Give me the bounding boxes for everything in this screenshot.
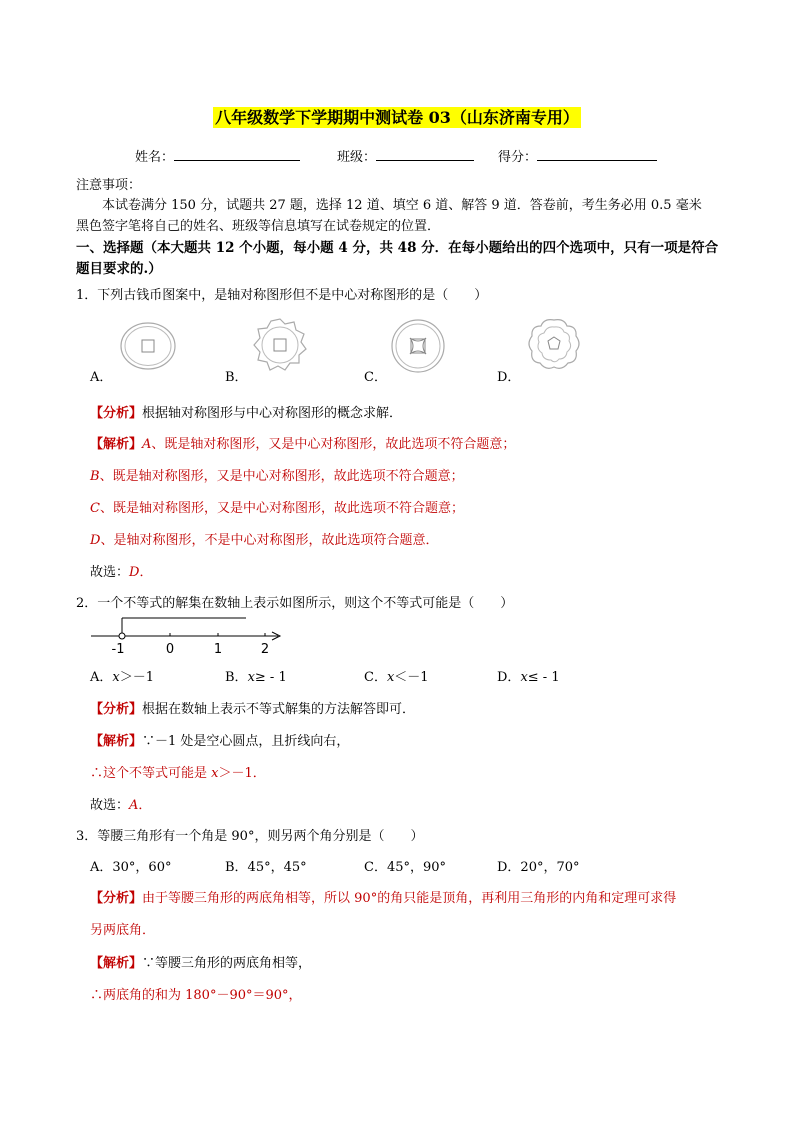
q1-sol-a-text: 、既是轴对称图形，又是中心对称图形，故此选项不符合题意； xyxy=(151,437,516,452)
q3-solution-text: ∵等腰三角形的两底角相等， xyxy=(142,956,312,971)
q2-option-d-var: x xyxy=(520,670,528,685)
q1-solution-a xyxy=(90,433,515,452)
class-label: 班级： xyxy=(337,150,377,165)
q2-conclusion-pre: ∴这个不等式可能是 xyxy=(90,766,212,781)
q1-answer-prefix: 故选： xyxy=(90,565,130,580)
q1-analysis-text: 根据轴对称图形与中心对称图形的概念求解． xyxy=(142,406,403,421)
q3-analysis-text-1: 由于等腰三角形的两底角相等，所以 90°的角只能是顶角，再利用三角形的内角和定理可求得 xyxy=(142,891,677,906)
q1-sol-b-letter: B xyxy=(90,469,100,484)
tick-label-2: 2 xyxy=(260,642,270,656)
q3-analysis-line-2: 另两底角． xyxy=(90,923,156,938)
q2-solution xyxy=(90,730,349,749)
class-blank[interactable] xyxy=(376,148,474,161)
q2-option-b-var: x xyxy=(247,670,255,685)
q3-option-c[interactable]: C．45°，90° xyxy=(364,860,447,875)
section-heading-line-1: 一、选择题（本大题共 12 个小题，每小题 4 分，共 48 分．在每小题给出的四个选项中，只有一项是符合 xyxy=(76,240,719,256)
q3-option-a[interactable]: A．30°，60° xyxy=(90,860,172,875)
tick-label-1: 1 xyxy=(213,642,223,656)
q1-answer xyxy=(90,561,152,580)
q3-conclusion: ∴两底角的和为 180°－90°＝90°， xyxy=(90,988,302,1003)
number-line-diagram xyxy=(88,614,288,656)
q2-conclusion xyxy=(90,762,266,781)
solution-tag: 【解析】 xyxy=(90,956,143,971)
coin-c-image xyxy=(388,318,448,374)
q2-option-d[interactable] xyxy=(497,666,560,685)
score-field[interactable] xyxy=(498,146,657,165)
q2-answer xyxy=(90,794,151,813)
q1-sol-c-letter: C xyxy=(90,501,100,516)
q3-stem: 3．等腰三角形有一个角是 90°，则另两个角分别是（ ） xyxy=(76,829,424,844)
q2-conclusion-var: x xyxy=(211,766,219,781)
q1-solution-b xyxy=(90,465,464,484)
page-title xyxy=(0,105,794,128)
q2-option-a-rest: ＞－1 xyxy=(119,670,155,685)
tick-label-neg1: -1 xyxy=(111,642,125,656)
analysis-tag: 【分析】 xyxy=(90,891,143,906)
coin-b-image xyxy=(250,316,310,374)
q1-option-b[interactable]: B． xyxy=(225,370,248,385)
q2-option-c-label: C． xyxy=(364,670,387,685)
q3-solution xyxy=(90,952,311,971)
q1-solution-d xyxy=(90,529,438,548)
q1-option-d[interactable]: D． xyxy=(497,370,521,385)
solution-tag: 【解析】 xyxy=(90,437,143,452)
notice-heading: 注意事项： xyxy=(76,178,142,193)
q2-conclusion-post: ＞－1． xyxy=(218,766,266,781)
analysis-tag: 【分析】 xyxy=(90,406,143,421)
name-blank[interactable] xyxy=(174,148,300,161)
q2-analysis-text: 根据在数轴上表示不等式解集的方法解答即可． xyxy=(142,702,416,717)
class-field[interactable] xyxy=(337,146,474,165)
section-heading-line-2: 题目要求的.） xyxy=(76,261,162,277)
q1-answer-suffix: ． xyxy=(139,565,153,580)
q1-option-c[interactable]: C． xyxy=(364,370,387,385)
q2-option-c[interactable] xyxy=(364,666,429,685)
q2-answer-letter: A xyxy=(129,798,139,813)
q2-option-d-label: D． xyxy=(497,670,521,685)
notice-line-2: 黑色签字笔将自己的姓名、班级等信息填写在试卷规定的位置． xyxy=(76,219,441,234)
q1-analysis xyxy=(90,402,402,421)
q1-sol-a-letter: A xyxy=(142,437,152,452)
q2-answer-suffix: ． xyxy=(138,798,152,813)
analysis-tag: 【分析】 xyxy=(90,702,143,717)
q2-option-b-rest: ≥ - 1 xyxy=(254,670,287,685)
q1-answer-letter: D xyxy=(129,565,140,580)
q2-stem: 2．一个不等式的解集在数轴上表示如图所示，则这个不等式可能是（ ） xyxy=(76,596,514,611)
q1-stem: 1．下列古钱币图案中，是轴对称图形但不是中心对称图形的是（ ） xyxy=(76,288,488,303)
title-text: 八年级数学下学期期中测试卷 03（山东济南专用） xyxy=(215,108,579,127)
coin-d-image xyxy=(524,316,584,374)
notice-line-1: 本试卷满分 150 分，试题共 27 题，选择 12 道、填空 6 道、解答 9 道．答卷前，考生务必用 0.5 毫米 xyxy=(102,198,702,213)
q2-option-a-var: x xyxy=(112,670,120,685)
solution-tag: 【解析】 xyxy=(90,734,143,749)
coin-a-image xyxy=(118,320,178,372)
q1-sol-b-text: 、既是轴对称图形，又是中心对称图形，故此选项不符合题意； xyxy=(99,469,464,484)
q1-option-a[interactable]: A． xyxy=(90,370,113,385)
q2-option-a[interactable] xyxy=(90,666,154,685)
q1-solution-c xyxy=(90,497,464,516)
q2-option-c-rest: ＜－1 xyxy=(394,670,429,685)
q2-option-a-label: A． xyxy=(90,670,113,685)
q2-analysis xyxy=(90,698,415,717)
score-label: 得分： xyxy=(498,150,538,165)
q3-option-b[interactable]: B．45°，45° xyxy=(225,860,307,875)
q2-option-b-label: B． xyxy=(225,670,248,685)
tick-label-0: 0 xyxy=(165,642,175,656)
q2-solution-text: ∵－1 处是空心圆点，且折线向右， xyxy=(142,734,350,749)
q2-option-d-rest: ≤ - 1 xyxy=(527,670,560,685)
q3-analysis-line-1 xyxy=(90,887,676,906)
q2-option-b[interactable] xyxy=(225,666,287,685)
q2-option-c-var: x xyxy=(386,670,395,685)
q3-option-d[interactable]: D．20°，70° xyxy=(497,860,580,875)
name-field[interactable] xyxy=(135,146,300,165)
q2-answer-prefix: 故选： xyxy=(90,798,130,813)
name-label: 姓名： xyxy=(135,150,175,165)
score-blank[interactable] xyxy=(537,148,657,161)
q1-sol-d-text: 、是轴对称图形，不是中心对称图形，故此选项符合题意． xyxy=(100,533,439,548)
q1-sol-c-text: 、既是轴对称图形，又是中心对称图形，故此选项不符合题意； xyxy=(99,501,464,516)
q1-sol-d-letter: D xyxy=(90,533,101,548)
